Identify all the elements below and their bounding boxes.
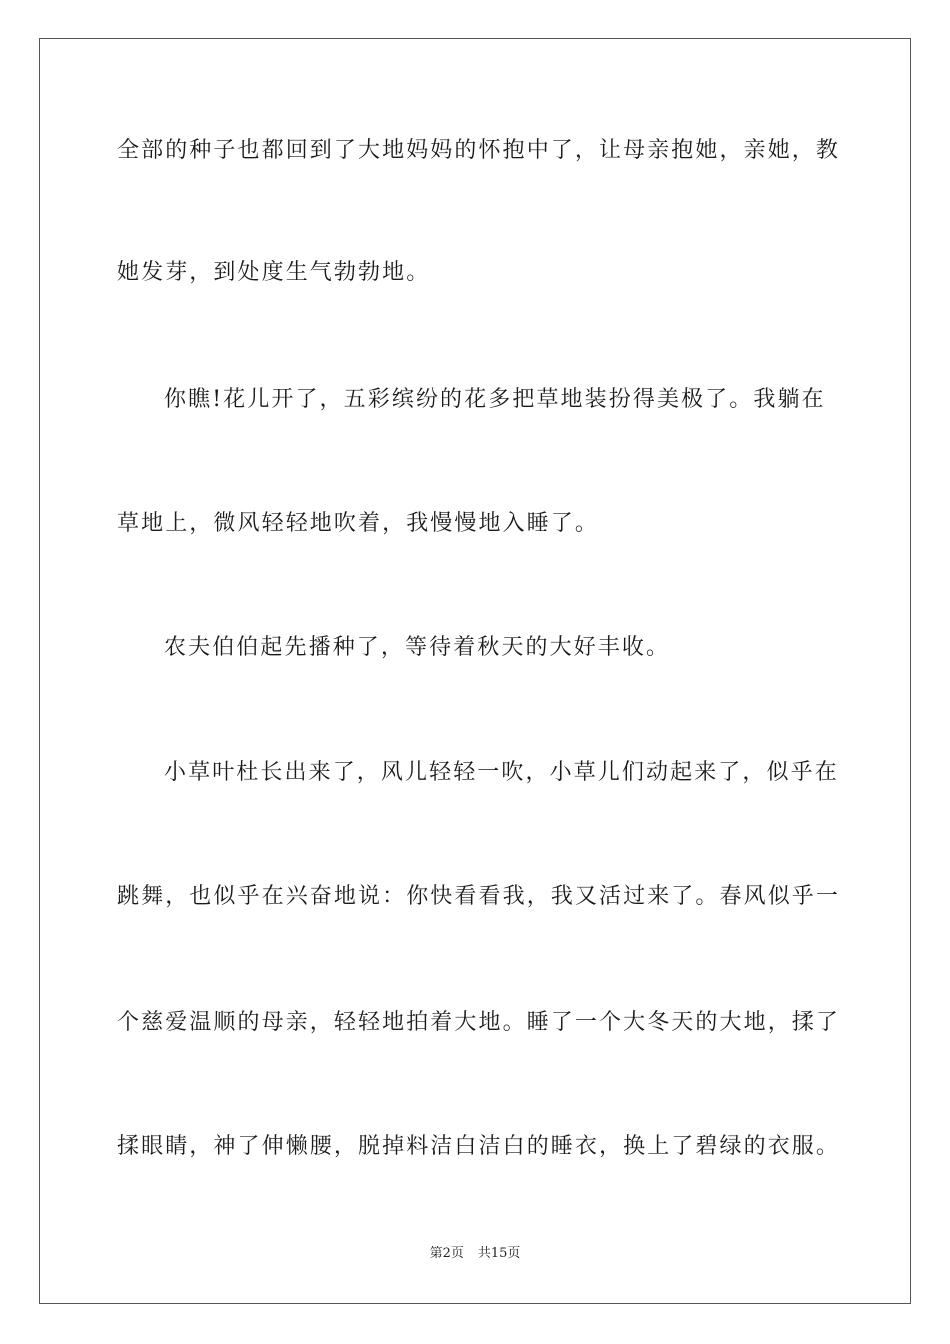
text-line: 跳舞，也似乎在兴奋地说：你快看看我，我又活过来了。春风似乎一: [117, 884, 841, 909]
text-line: 草地上，微风轻轻地吹着，我慢慢地入睡了。: [117, 511, 600, 536]
text-line: 全部的种子也都回到了大地妈妈的怀抱中了，让母亲抱她，亲她，教: [117, 138, 841, 163]
page-total: 共15页: [477, 1246, 521, 1261]
text-line: 小草叶杜长出来了，风儿轻轻一吹，小草儿们动起来了，似乎在: [164, 760, 839, 785]
text-line: 揉眼睛，神了伸懒腰，脱掉料洁白洁白的睡衣，换上了碧绿的衣服。: [117, 1134, 841, 1159]
text-line: 个慈爱温顺的母亲，轻轻地拍着大地。睡了一个大冬天的大地，揉了: [117, 1010, 841, 1035]
text-line: 农夫伯伯起先播种了，等待着秋天的大好丰收。: [164, 635, 671, 660]
page-border: [39, 38, 911, 1304]
page-number: 第2页: [429, 1246, 464, 1261]
text-line: 她发芽，到处度生气勃勃地。: [117, 260, 431, 285]
page-footer: [0, 1244, 950, 1264]
text-line: 你瞧!花儿开了，五彩缤纷的花多把草地装扮得美极了。我躺在: [164, 387, 826, 412]
